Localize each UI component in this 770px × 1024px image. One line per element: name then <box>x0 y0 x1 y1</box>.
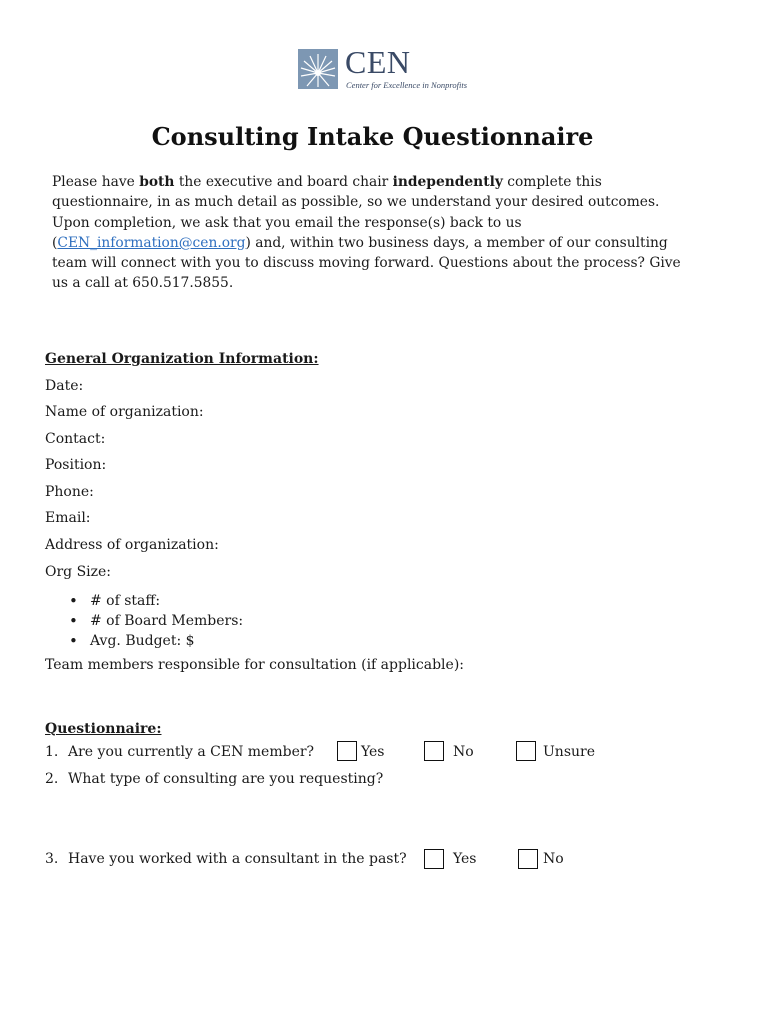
question-number: 3. <box>45 851 59 867</box>
question-text: Are you currently a CEN member? <box>68 744 315 760</box>
intro-paragraph <box>52 172 692 294</box>
field-org-size: Org Size: <box>45 564 112 580</box>
logo-brand: CEN <box>345 44 411 80</box>
field-contact: Contact: <box>45 431 106 447</box>
general-info-heading: General Organization Information: <box>45 351 319 367</box>
question-2 <box>45 771 383 787</box>
page-title: Consulting Intake Questionnaire <box>151 122 594 151</box>
intro-text: complete this questionnaire, in as much detail as possible, so we understand your desired outcomes. Upon completion, we ask that you email the response(s) back to us ( <box>52 174 660 251</box>
field-phone: Phone: <box>45 484 94 500</box>
email-link[interactable]: CEN_information@cen.org <box>57 234 246 251</box>
logo-tagline: Center for Excellence in Nonprofits <box>346 80 468 90</box>
sunburst-icon <box>298 49 338 89</box>
field-address: Address of organization: <box>45 537 219 553</box>
field-email: Email: <box>45 510 91 526</box>
cen-logo <box>298 44 470 91</box>
list-item-board-members: • # of Board Members: <box>45 611 243 631</box>
question-3 <box>45 851 407 867</box>
q3-no-checkbox[interactable] <box>518 849 538 869</box>
field-position: Position: <box>45 457 107 473</box>
q3-no-label: No <box>543 851 564 867</box>
field-date: Date: <box>45 378 84 394</box>
question-number: 1. <box>45 744 59 760</box>
question-text: Have you worked with a consultant in the past? <box>68 851 407 867</box>
field-team-members: Team members responsible for consultation (if applicable): <box>45 657 465 673</box>
intro-text: ) and, within two business days, a member of our consulting team will connect with you to discuss moving forward. Questions about the process? Give us a call at 650.517.5855. <box>52 234 681 292</box>
q1-unsure-checkbox[interactable] <box>516 741 536 761</box>
field-organization-name: Name of organization: <box>45 404 204 420</box>
q3-yes-label: Yes <box>453 851 477 867</box>
q1-no-label: No <box>453 744 474 760</box>
intro-bold-independently: independently <box>392 174 503 190</box>
intro-text: the executive and board chair <box>174 174 393 190</box>
q1-yes-checkbox[interactable] <box>337 741 357 761</box>
list-item-budget: • Avg. Budget: $ <box>45 631 243 651</box>
list-item-staff: • # of staff: <box>45 591 243 611</box>
org-size-list <box>45 591 243 651</box>
intro-text: Please have <box>52 174 140 190</box>
q1-no-checkbox[interactable] <box>424 741 444 761</box>
q1-unsure-label: Unsure <box>543 744 595 760</box>
question-text: What type of consulting are you requesting? <box>68 771 384 787</box>
q3-yes-checkbox[interactable] <box>424 849 444 869</box>
intro-bold-both: both <box>139 174 175 190</box>
question-number: 2. <box>45 771 59 787</box>
q1-yes-label: Yes <box>361 744 385 760</box>
questionnaire-heading: Questionnaire: <box>45 721 162 737</box>
question-1 <box>45 744 314 760</box>
